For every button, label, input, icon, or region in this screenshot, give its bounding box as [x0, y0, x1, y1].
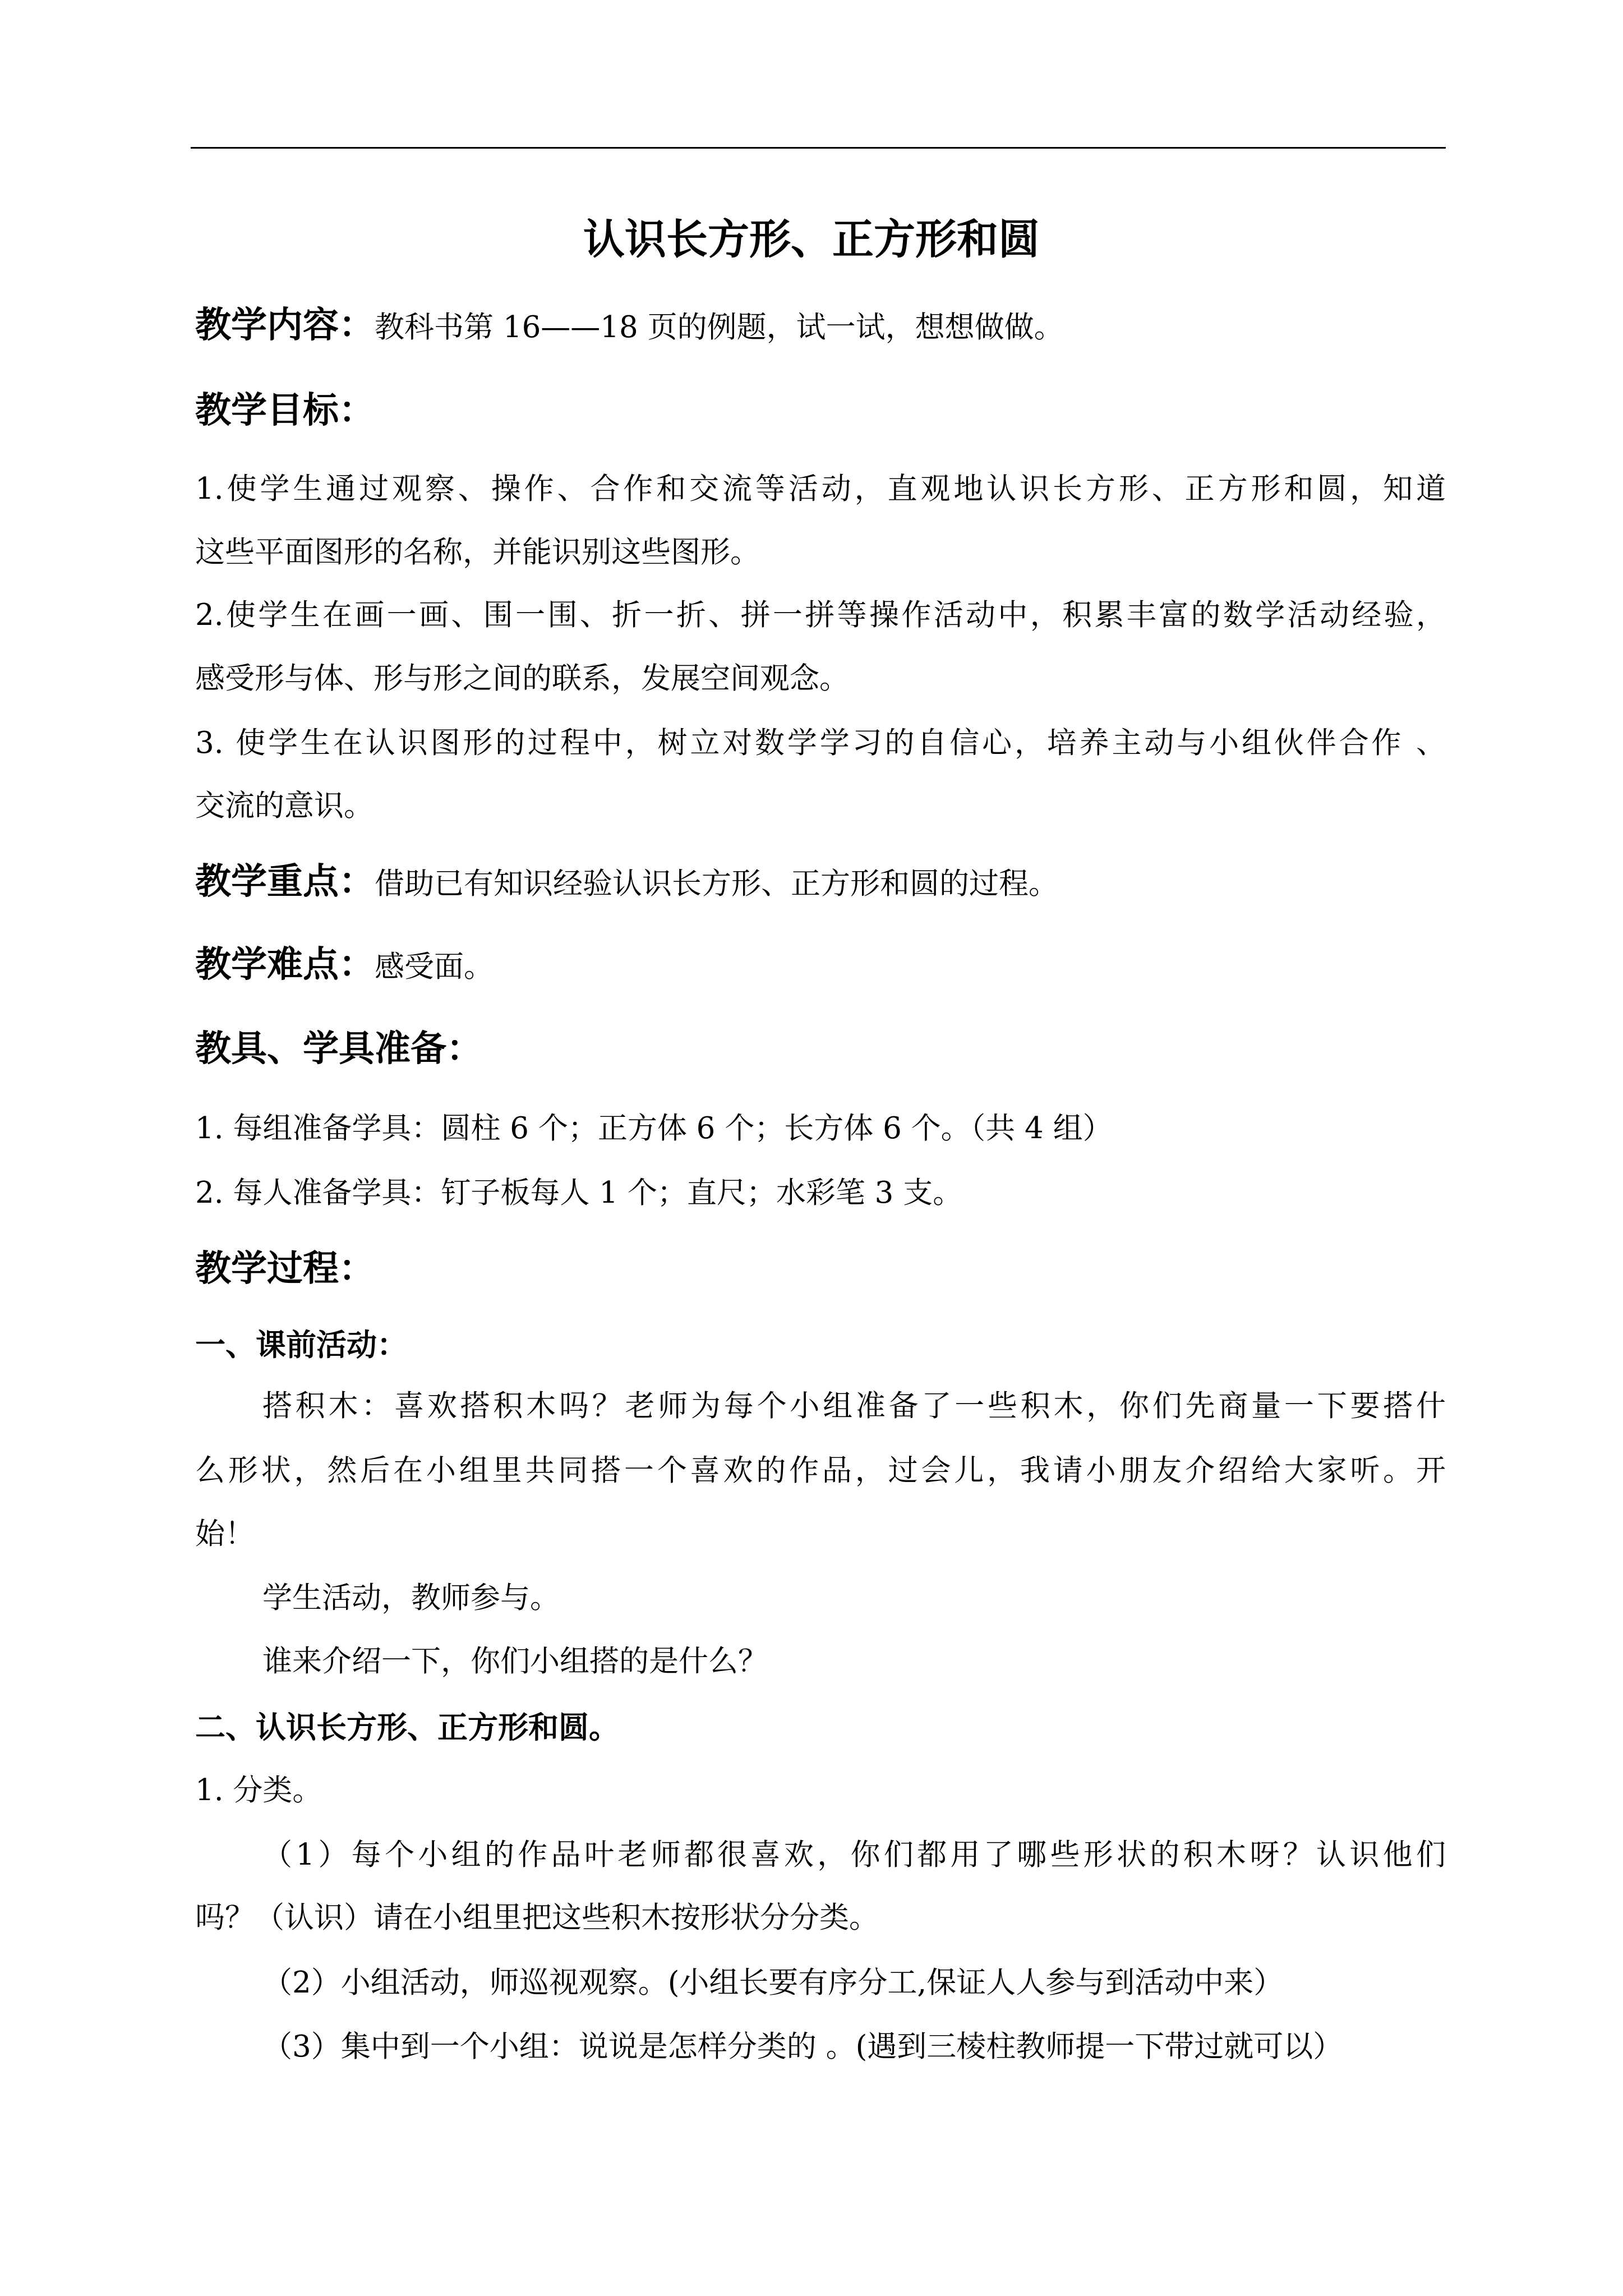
section2-heading: 二、认识长方形、正方形和圆。 [195, 1709, 619, 1745]
goals-line-2: 这些平面图形的名称，并能识别这些图形。 [195, 535, 760, 569]
goals-line-4: 感受形与体、形与形之间的联系，发展空间观念。 [195, 661, 849, 696]
content-row [195, 304, 1064, 346]
header-rule [191, 147, 1446, 149]
section2-line-1: 1. 分类。 [195, 1773, 322, 1807]
key-point-label: 教学重点： [195, 861, 375, 903]
goals-line-3: 2.使学生在画一画、围一围、折一折、拼一拼等操作活动中，积累丰富的数学活动经验， [195, 598, 1446, 632]
process-label: 教学过程： [195, 1248, 375, 1290]
content-label: 教学内容： [195, 304, 375, 346]
prep-label: 教具、学具准备： [195, 1028, 482, 1070]
section1-line-1: 搭积木：喜欢搭积木吗？老师为每个小组准备了一些积木，你们先商量一下要搭什 [262, 1389, 1446, 1423]
difficulty-row [195, 944, 494, 986]
section2-line-4: （2）小组活动，师巡视观察。(小组长要有序分工,保证人人参与到活动中来） [262, 1966, 1284, 2000]
section2-line-3: 吗？（认识）请在小组里把这些积木按形状分分类。 [195, 1901, 879, 1935]
prep-line-2: 2. 每人准备学具：钉子板每人 1 个；直尺；水彩笔 3 支。 [195, 1176, 963, 1210]
difficulty-label: 教学难点： [195, 944, 375, 986]
section1-line-3: 始！ [195, 1517, 255, 1551]
goals-line-6: 交流的意识。 [195, 789, 374, 823]
content-text: 教科书第 16——18 页的例题，试一试，想想做做。 [375, 310, 1064, 344]
key-point-text: 借助已有知识经验认识长方形、正方形和圆的过程。 [375, 867, 1058, 901]
section1-line-4: 学生活动，教师参与。 [262, 1581, 560, 1615]
difficulty-text: 感受面。 [375, 950, 494, 984]
page-title: 认识长方形、正方形和圆 [583, 215, 1040, 264]
goals-label: 教学目标： [195, 389, 375, 431]
key-point-row [195, 861, 1058, 903]
section2-line-5: （3）集中到一个小组：说说是怎样分类的 。(遇到三棱柱教师提一下带过就可以） [262, 2030, 1343, 2064]
section1-heading: 一、课前活动： [195, 1327, 407, 1363]
goals-line-5: 3. 使学生在认识图形的过程中，树立对数学学习的自信心，培养主动与小组伙伴合作 、 [195, 726, 1446, 760]
section2-line-2: （1）每个小组的作品叶老师都很喜欢，你们都用了哪些形状的积木呀？认识他们 [262, 1838, 1446, 1872]
section1-line-5: 谁来介绍一下，你们小组搭的是什么？ [262, 1644, 768, 1678]
goals-line-1: 1.使学生通过观察、操作、合作和交流等活动，直观地认识长方形、正方形和圆，知道 [195, 472, 1446, 506]
section1-line-2: 么形状，然后在小组里共同搭一个喜欢的作品，过会儿，我请小朋友介绍给大家听。开 [195, 1453, 1446, 1488]
prep-line-1: 1. 每组准备学具：圆柱 6 个；正方体 6 个；长方体 6 个。（共 4 组） [195, 1111, 1113, 1145]
